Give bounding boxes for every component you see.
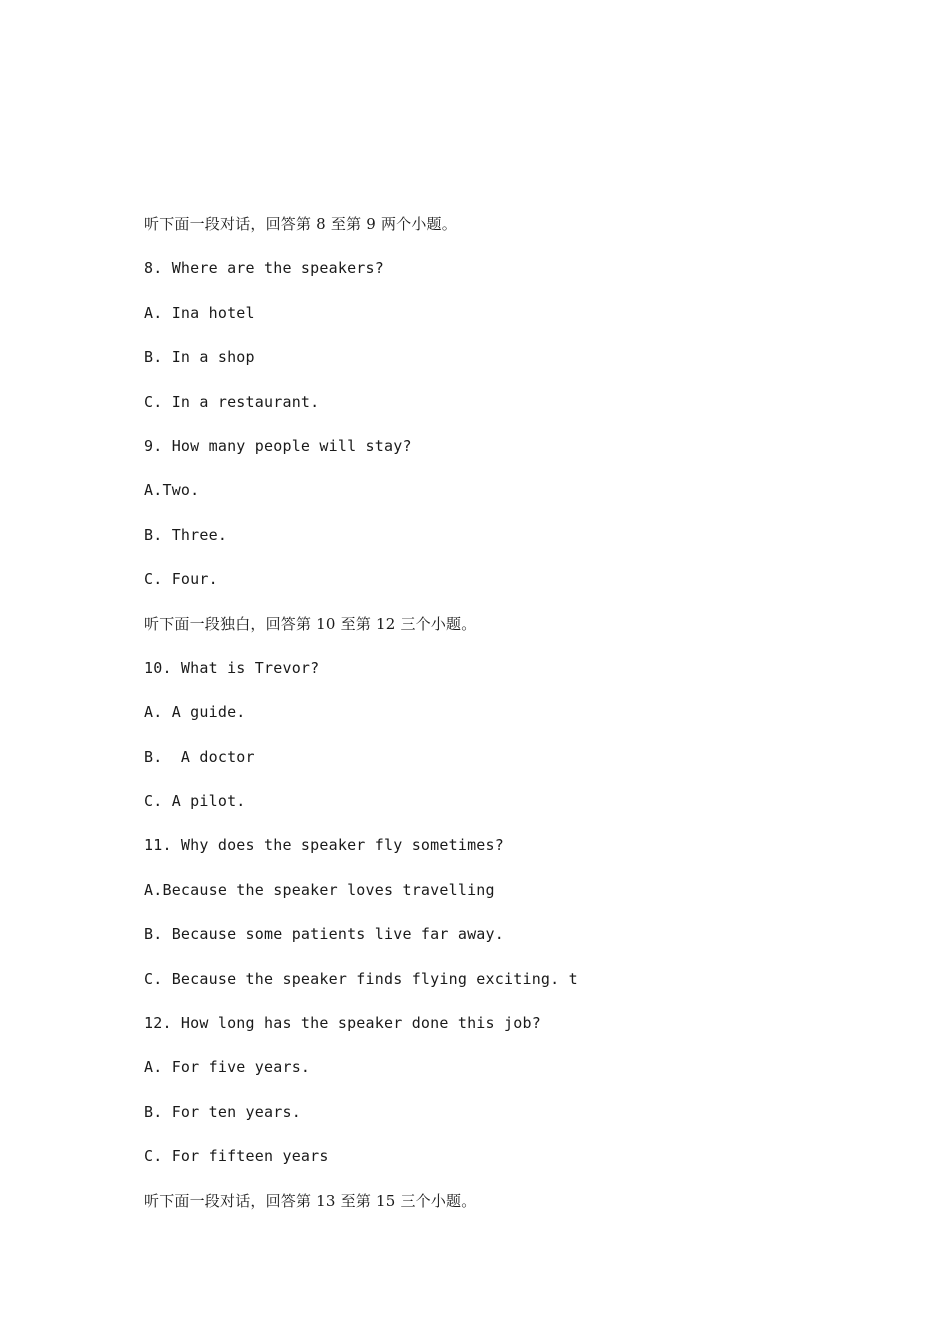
question-10-option-a: A. A guide. [144,703,246,722]
question-8-option-c: C. In a restaurant. [144,392,320,411]
question-10-option-c: C. A pilot. [144,792,246,811]
section-instruction: 听下面一段对话，回答第 8 至第 9 两个小题。 [144,215,457,233]
question-12-option-b: B. For ten years. [144,1102,301,1121]
section-instruction: 听下面一段独白，回答第 10 至第 12 三个小题。 [144,614,477,633]
question-11: 11. Why does the speaker fly sometimes? [144,836,504,855]
question-9-option-a: A.Two. [144,481,200,500]
question-10: 10. What is Trevor? [144,658,320,677]
question-9-option-b: B. Three. [144,525,228,544]
question-12: 12. How long has the speaker done this job? [144,1014,541,1033]
question-8-option-a: A. Ina hotel [144,303,255,322]
question-11-option-a: A.Because the speaker loves travelling [144,880,495,899]
question-9-option-c: C. Four. [144,570,218,589]
question-11-option-b: B. Because some patients live far away. [144,925,504,944]
question-9: 9. How many people will stay? [144,436,412,455]
question-12-option-a: A. For five years. [144,1058,311,1077]
question-12-option-c: C. For fifteen years [144,1147,329,1166]
document-body [144,212,844,1233]
question-8-option-b: B. In a shop [144,348,255,367]
question-8: 8. Where are the speakers? [144,259,384,278]
question-11-option-c: C. Because the speaker finds flying exciting. t [144,969,578,988]
question-10-option-b: B. A doctor [144,747,255,766]
section-instruction: 听下面一段对话，回答第 13 至第 15 三个小题。 [144,1191,477,1210]
